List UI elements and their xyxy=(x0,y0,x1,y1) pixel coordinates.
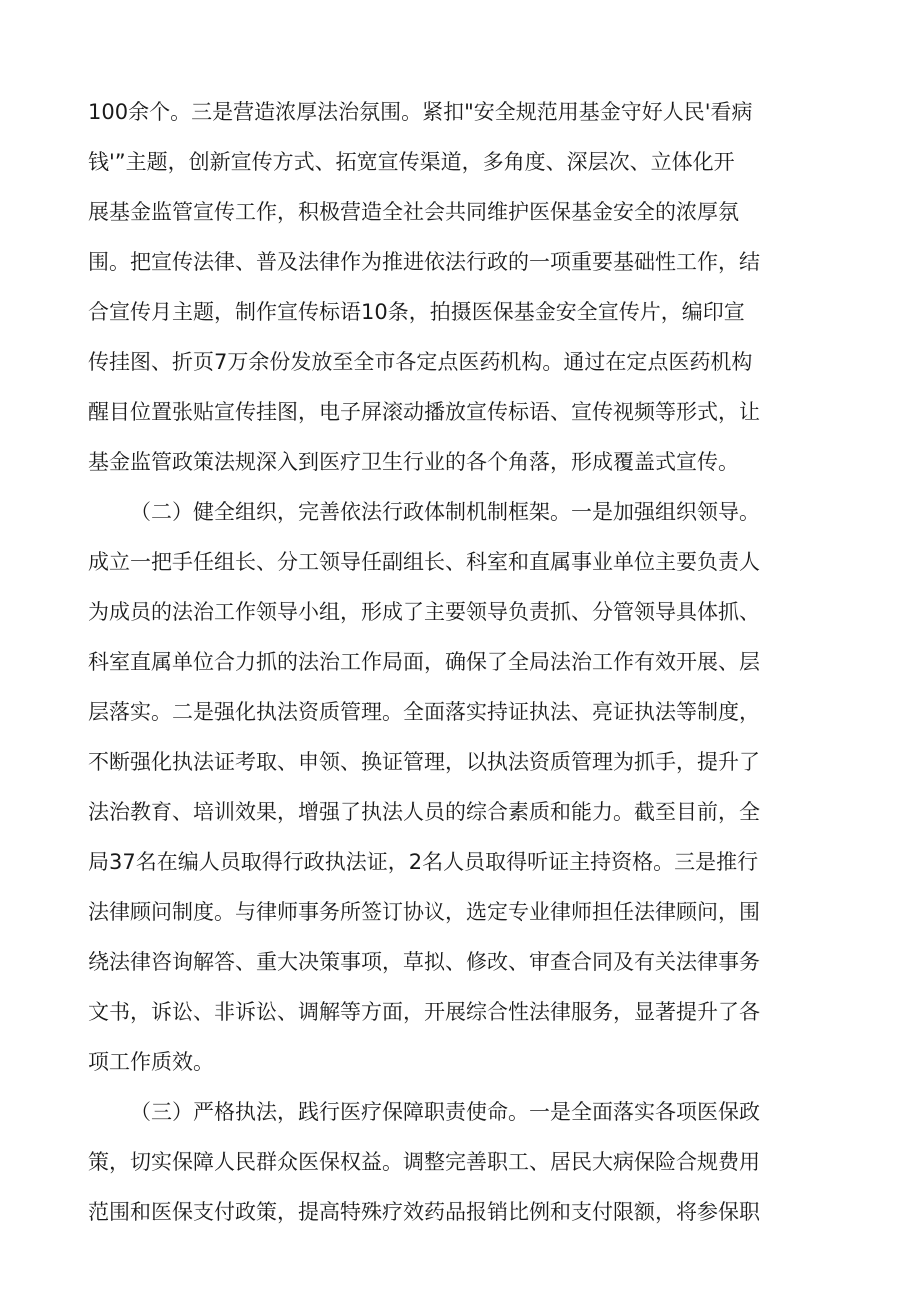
text-line: 范围和医保支付政策，提高特殊疗效药品报销比例和支付限额，将参保职 xyxy=(88,1200,760,1224)
text-line: 局37名在编人员取得行政执法证，2名人员取得听证主持资格。三是推行 xyxy=(88,850,759,874)
text-line: 展基金监管宣传工作，积极营造全社会共同维护医保基金安全的浓厚氛 xyxy=(88,200,739,224)
text-line: 基金监管政策法规深入到医疗卫生行业的各个角落，形成覆盖式宣传。 xyxy=(88,450,739,474)
text-line: 合宣传月主题，制作宣传标语10条，拍摄医保基金安全宣传片，编印宣 xyxy=(88,300,745,324)
text-line: 醒目位置张贴宣传挂图，电子屏滚动播放宣传标语、宣传视频等形式，让 xyxy=(88,400,760,424)
section-heading-line: （二）健全组织，完善依法行政体制机制框架。一是加强组织领导。 xyxy=(130,500,760,524)
text-line: 层落实。二是强化执法资质管理。全面落实持证执法、亮证执法等制度， xyxy=(88,700,760,724)
text-line: 法治教育、培训效果，增强了执法人员的综合素质和能力。截至目前，全 xyxy=(88,800,760,824)
text-line: 为成员的法治工作领导小组，形成了主要领导负责抓、分管领导具体抓、 xyxy=(88,600,760,624)
text-line: 绕法律咨询解答、重大决策事项，草拟、修改、审查合同及有关法律事务 xyxy=(88,950,760,974)
text-line: 100余个。三是营造浓厚法治氛围。紧扣"安全规范用基金守好人民'看病 xyxy=(88,100,753,124)
text-line: 科室直属单位合力抓的法治工作局面，确保了全局法治工作有效开展、层 xyxy=(88,650,760,674)
text-line: 围。把宣传法律、普及法律作为推进依法行政的一项重要基础性工作，结 xyxy=(88,250,760,274)
text-line: 成立一把手任组长、分工领导任副组长、科室和直属事业单位主要负责人 xyxy=(88,550,760,574)
text-line: 策，切实保障人民群众医保权益。调整完善职工、居民大病保险合规费用 xyxy=(88,1150,760,1174)
text-line: 项工作质效。 xyxy=(88,1050,214,1074)
text-line: 钱'”主题，创新宣传方式、拓宽宣传渠道，多角度、深层次、立体化开 xyxy=(88,150,735,174)
text-line: 文书，诉讼、非诉讼、调解等方面，开展综合性法律服务，显著提升了各 xyxy=(88,1000,760,1024)
section-heading-line: （三）严格执法，践行医疗保障职责使命。一是全面落实各项医保政 xyxy=(130,1100,760,1124)
text-line: 法律顾问制度。与律师事务所签订协议，选定专业律师担任法律顾问，围 xyxy=(88,900,760,924)
text-line: 不断强化执法证考取、申领、换证管理，以执法资质管理为抓手，提升了 xyxy=(88,750,760,774)
text-line: 传挂图、折页7万余份发放至全市各定点医药机构。通过在定点医药机构 xyxy=(88,350,753,374)
